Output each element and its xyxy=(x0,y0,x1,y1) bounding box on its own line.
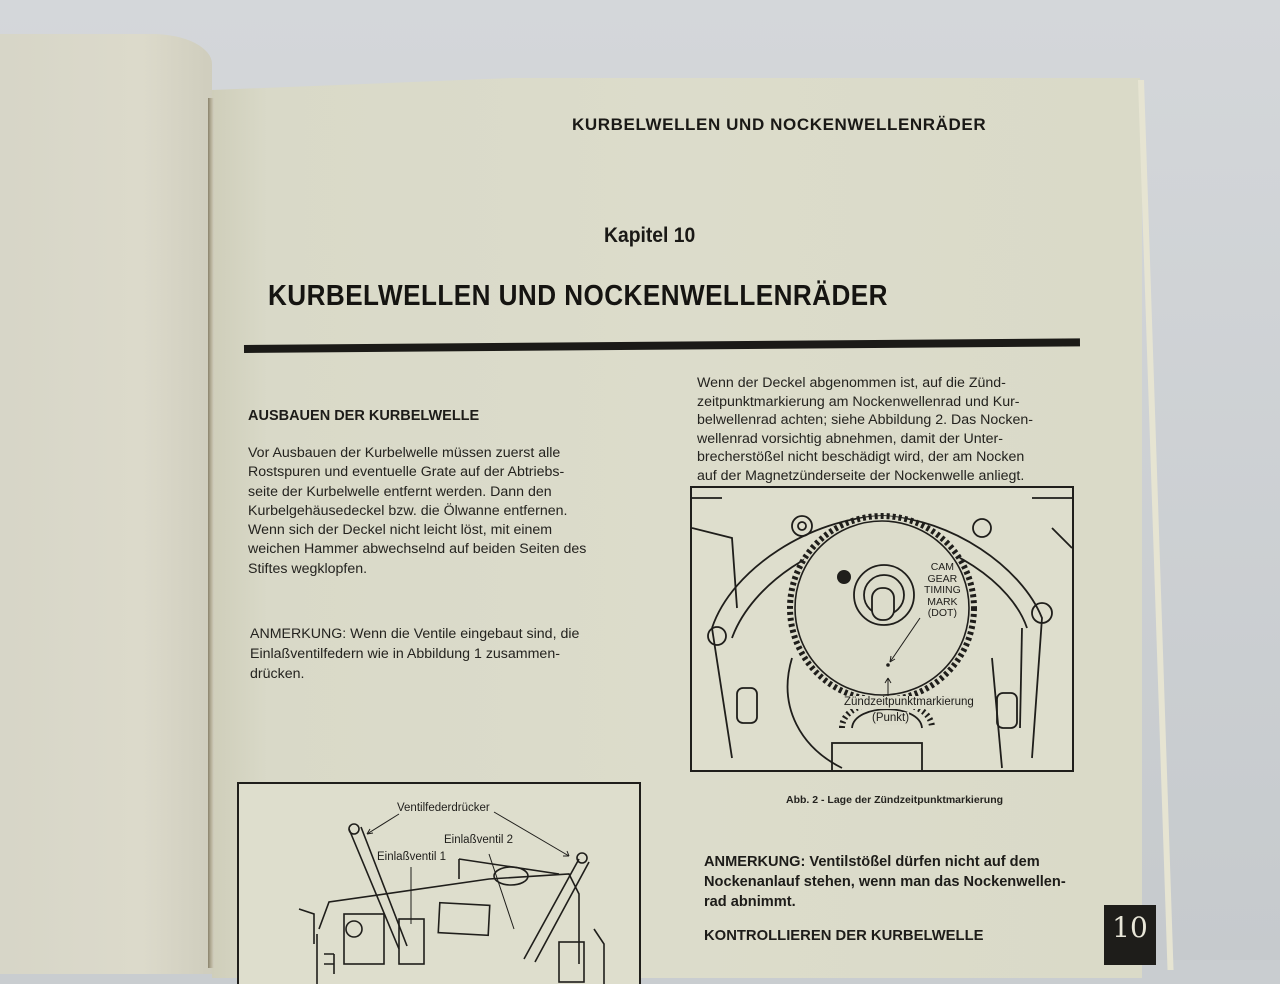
figure-1-valve-spring-compressor xyxy=(237,782,641,984)
label-intake-valve-2: Einlaßventil 2 xyxy=(444,834,514,846)
label-line: (DOT) xyxy=(927,607,957,619)
text-line: Wenn der Deckel abgenommen ist, auf die Zünd- xyxy=(697,375,1006,391)
chapter-thumb-tab: 10 xyxy=(1104,905,1156,965)
label-timing-mark: Zündzeitpunktmarkierung xyxy=(844,696,974,708)
section-heading-inspect-crankshaft: KONTROLLIEREN DER KURBELWELLE xyxy=(704,928,984,944)
label-intake-valve-1: Einlaßventil 1 xyxy=(377,851,447,863)
text-line: zeitpunktmarkierung am Nockenwellenrad und Kur- xyxy=(697,393,1020,410)
gear-illustration xyxy=(692,488,1072,770)
text-line: seite der Kurbelwelle entfernt werden. Dann den xyxy=(248,483,552,500)
text-line: Rostspuren und eventuelle Grate auf der Abtriebs- xyxy=(248,464,565,481)
label-timing-mark-dot: (Punkt) xyxy=(872,712,910,724)
paragraph-remove-crankshaft xyxy=(248,444,633,579)
text-line: rad abnimmt. xyxy=(704,894,796,910)
chapter-title: KURBELWELLEN UND NOCKENWELLENRÄDER xyxy=(268,280,888,312)
figure-2-timing-mark xyxy=(690,486,1074,772)
text-line: drücken. xyxy=(250,666,305,682)
label-spring-compressor: Ventilfederdrücker xyxy=(397,802,490,814)
text-line: auf der Magnetzünderseite der Nockenwelle anliegt. xyxy=(697,467,1025,484)
label-cam-gear-timing-mark xyxy=(924,562,961,620)
left-page xyxy=(0,34,212,974)
label-line: TIMING xyxy=(924,584,961,596)
text-line: Einlaßventilfedern wie in Abbildung 1 zusammen- xyxy=(250,646,560,662)
text-line: Nockenanlauf stehen, wenn man das Nockenwellen- xyxy=(704,874,1066,890)
label-line: GEAR xyxy=(927,572,958,585)
paragraph-cover-removed xyxy=(697,374,1069,486)
text-line: wellenrad vorsichtig abnehmen, damit der Unter- xyxy=(697,430,1003,447)
text-line: ANMERKUNG: Wenn die Ventile eingebaut sind, die xyxy=(250,626,580,642)
note-valves-installed xyxy=(250,624,635,684)
text-line: ANMERKUNG: Ventilstößel dürfen nicht auf dem xyxy=(704,854,1040,870)
book-gutter xyxy=(208,98,214,968)
text-line: Kurbelgehäusedeckel bzw. die Ölwanne entfernen. xyxy=(248,502,568,519)
text-line: Stiftes wegklopfen. xyxy=(248,560,368,577)
figure-2-caption: Abb. 2 - Lage der Zündzeitpunktmarkierung xyxy=(786,794,1004,806)
text-line: Vor Ausbauen der Kurbelwelle müssen zuerst alle xyxy=(248,445,561,461)
label-line: CAM xyxy=(930,561,955,573)
running-head: KURBELWELLEN UND NOCKENWELLENRÄDER xyxy=(572,115,987,134)
text-line: weichen Hammer abwechselnd auf beiden Seiten des xyxy=(248,541,587,558)
text-line: Wenn sich der Deckel nicht leicht löst, mit einem xyxy=(248,522,553,539)
section-heading-remove-crankshaft: AUSBAUEN DER KURBELWELLE xyxy=(248,408,480,424)
text-line: belwellenrad achten; siehe Abbildung 2. Das Nocken- xyxy=(697,412,1033,429)
text-line: brecherstößel nicht beschädigt wird, der am Nocken xyxy=(697,449,1025,466)
note-valve-tappets xyxy=(704,852,1079,912)
chapter-label: Kapitel 10 xyxy=(604,224,696,247)
label-line: MARK xyxy=(927,595,958,608)
